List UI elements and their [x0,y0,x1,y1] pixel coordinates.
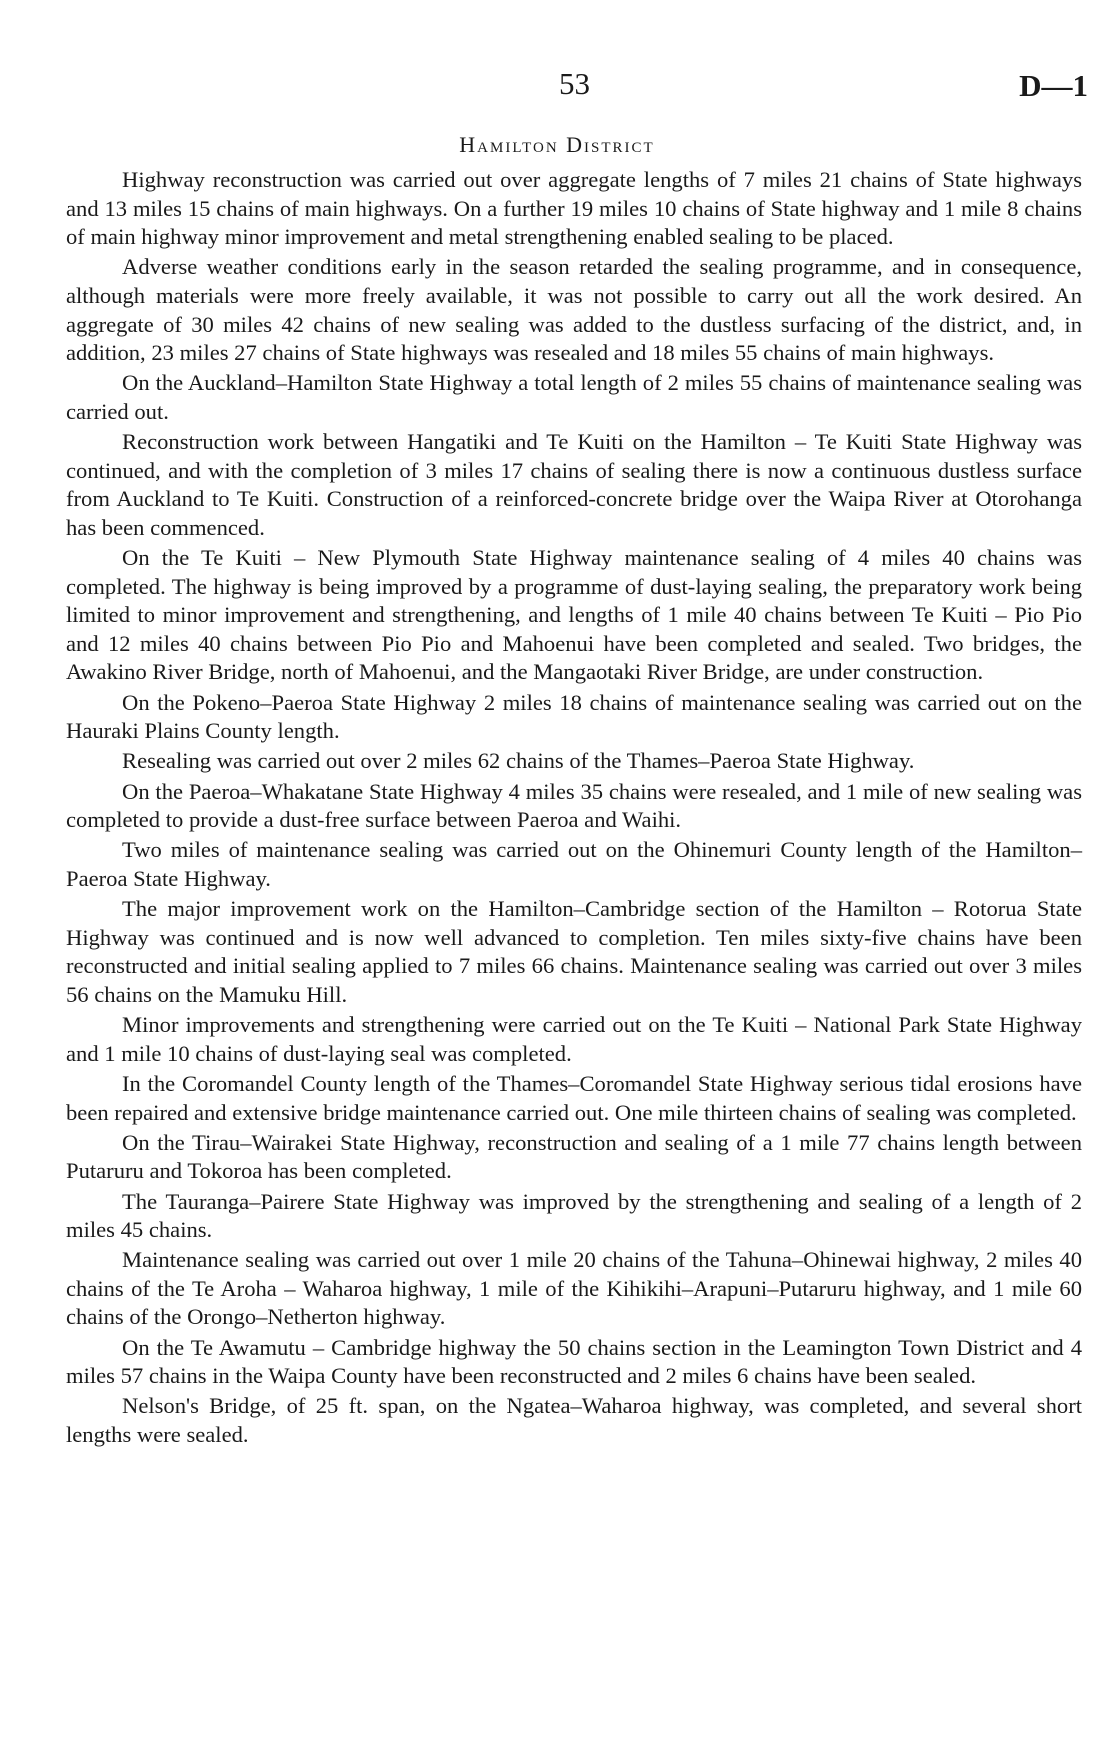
paragraph: On the Pokeno–Paeroa State Highway 2 miles 18 chains of maintenance sealing was carried out on the Hauraki Plains County length. [66,689,1082,744]
paragraph: Adverse weather conditions early in the season retarded the sealing programme, and in consequence, although materials were more freely available, it was not possible to carry out all the work desired. An aggregate of 30 miles 42 chains of new sealing was added to the dustless surfacing of the district, and, in addition, 23 miles 27 chains of State highways was resealed and 18 miles 55 chains of main highways. [66,254,1082,366]
paragraph: On the Paeroa–Whakatane State Highway 4 miles 35 chains were resealed, and 1 mile of new sealing was completed to provide a dust-free surface between Paeroa and Waihi. [66,778,1082,833]
paragraph: In the Coromandel County length of the Thames–Coromandel State Highway serious tidal erosions have been repaired and extensive bridge maintenance carried out. One mile thirteen chains of sealing was completed. [66,1070,1082,1125]
paragraph: On the Tirau–Wairakei State Highway, reconstruction and sealing of a 1 mile 77 chains length between Putaruru and Tokoroa has been completed. [66,1129,1082,1184]
paragraph: On the Auckland–Hamilton State Highway a total length of 2 miles 55 chains of maintenance sealing was carried out. [66,370,1082,424]
document-code: D—1 [1019,68,1088,103]
paragraph: Reconstruction work between Hangatiki and Te Kuiti on the Hamilton – Te Kuiti State Highway was continued, and with the completion of 3 miles 17 chains of sealing there is now a continuous dustless surface from Auckland to Te Kuiti. Construction of a reinforced-concrete bridge over the Waipa River at Otorohanga has been commenced. [66,429,1082,540]
paragraph: Nelson's Bridge, of 25 ft. span, on the Ngatea–Waharoa highway, was completed, and several short lengths were sealed. [66,1393,1082,1448]
body-text [66,166,1082,1450]
paragraph: Two miles of maintenance sealing was carried out on the Ohinemuri County length of the Hamilton–Paeroa State Highway. [66,837,1082,891]
section-title: Hamilton District [459,132,655,157]
paragraph: The Tauranga–Pairere State Highway was improved by the strengthening and sealing of a length of 2 miles 45 chains. [66,1188,1082,1243]
paragraph: Highway reconstruction was carried out over aggregate lengths of 7 miles 21 chains of State highways and 13 miles 15 chains of main highways. On a further 19 miles 10 chains of State highway and 1 mile 8 chains of main highway minor improvement and metal strengthening enabled sealing to be placed. [66,167,1082,250]
paragraph: Minor improvements and strengthening were carried out on the Te Kuiti – National Park State Highway and 1 mile 10 chains of dust-laying seal was completed. [66,1012,1082,1066]
paragraph: On the Te Awamutu – Cambridge highway the 50 chains section in the Leamington Town District and 4 miles 57 chains in the Waipa County have been reconstructed and 2 miles 6 chains have been sealed. [66,1334,1082,1389]
paragraph: Resealing was carried out over 2 miles 62 chains of the Thames–Paeroa State Highway. [122,748,915,774]
paragraph: The major improvement work on the Hamilton–Cambridge section of the Hamilton – Rotorua State Highway was continued and is now well advanced to completion. Ten miles sixty-five chains have been reconstructed and initial sealing applied to 7 miles 66 chains. Maintenance sealing was carried out over 3 miles 56 chains on the Mamuku Hill. [66,896,1082,1007]
paragraph: Maintenance sealing was carried out over 1 mile 20 chains of the Tahuna–Ohinewai highway, 2 miles 40 chains of the Te Aroha – Waharoa highway, 1 mile of the Kihikihi–Arapuni–Putaruru highway, and 1 mile 60 chains of the Orongo–Netherton highway. [66,1247,1082,1330]
page-number: 53 [559,66,590,101]
page-header [0,66,1114,106]
paragraph: On the Te Kuiti – New Plymouth State Highway maintenance sealing of 4 miles 40 chains was completed. The highway is being improved by a programme of dust-laying sealing, the preparatory work being limited to minor improvement and strengthening, and lengths of 1 mile 40 chains between Te Kuiti – Pio Pio and 12 miles 40 chains between Pio Pio and Mahoenui have been completed and sealed. Two bridges, the Awakino River Bridge, north of Mahoenui, and the Mangaotaki River Bridge, are under construction. [66,545,1082,685]
